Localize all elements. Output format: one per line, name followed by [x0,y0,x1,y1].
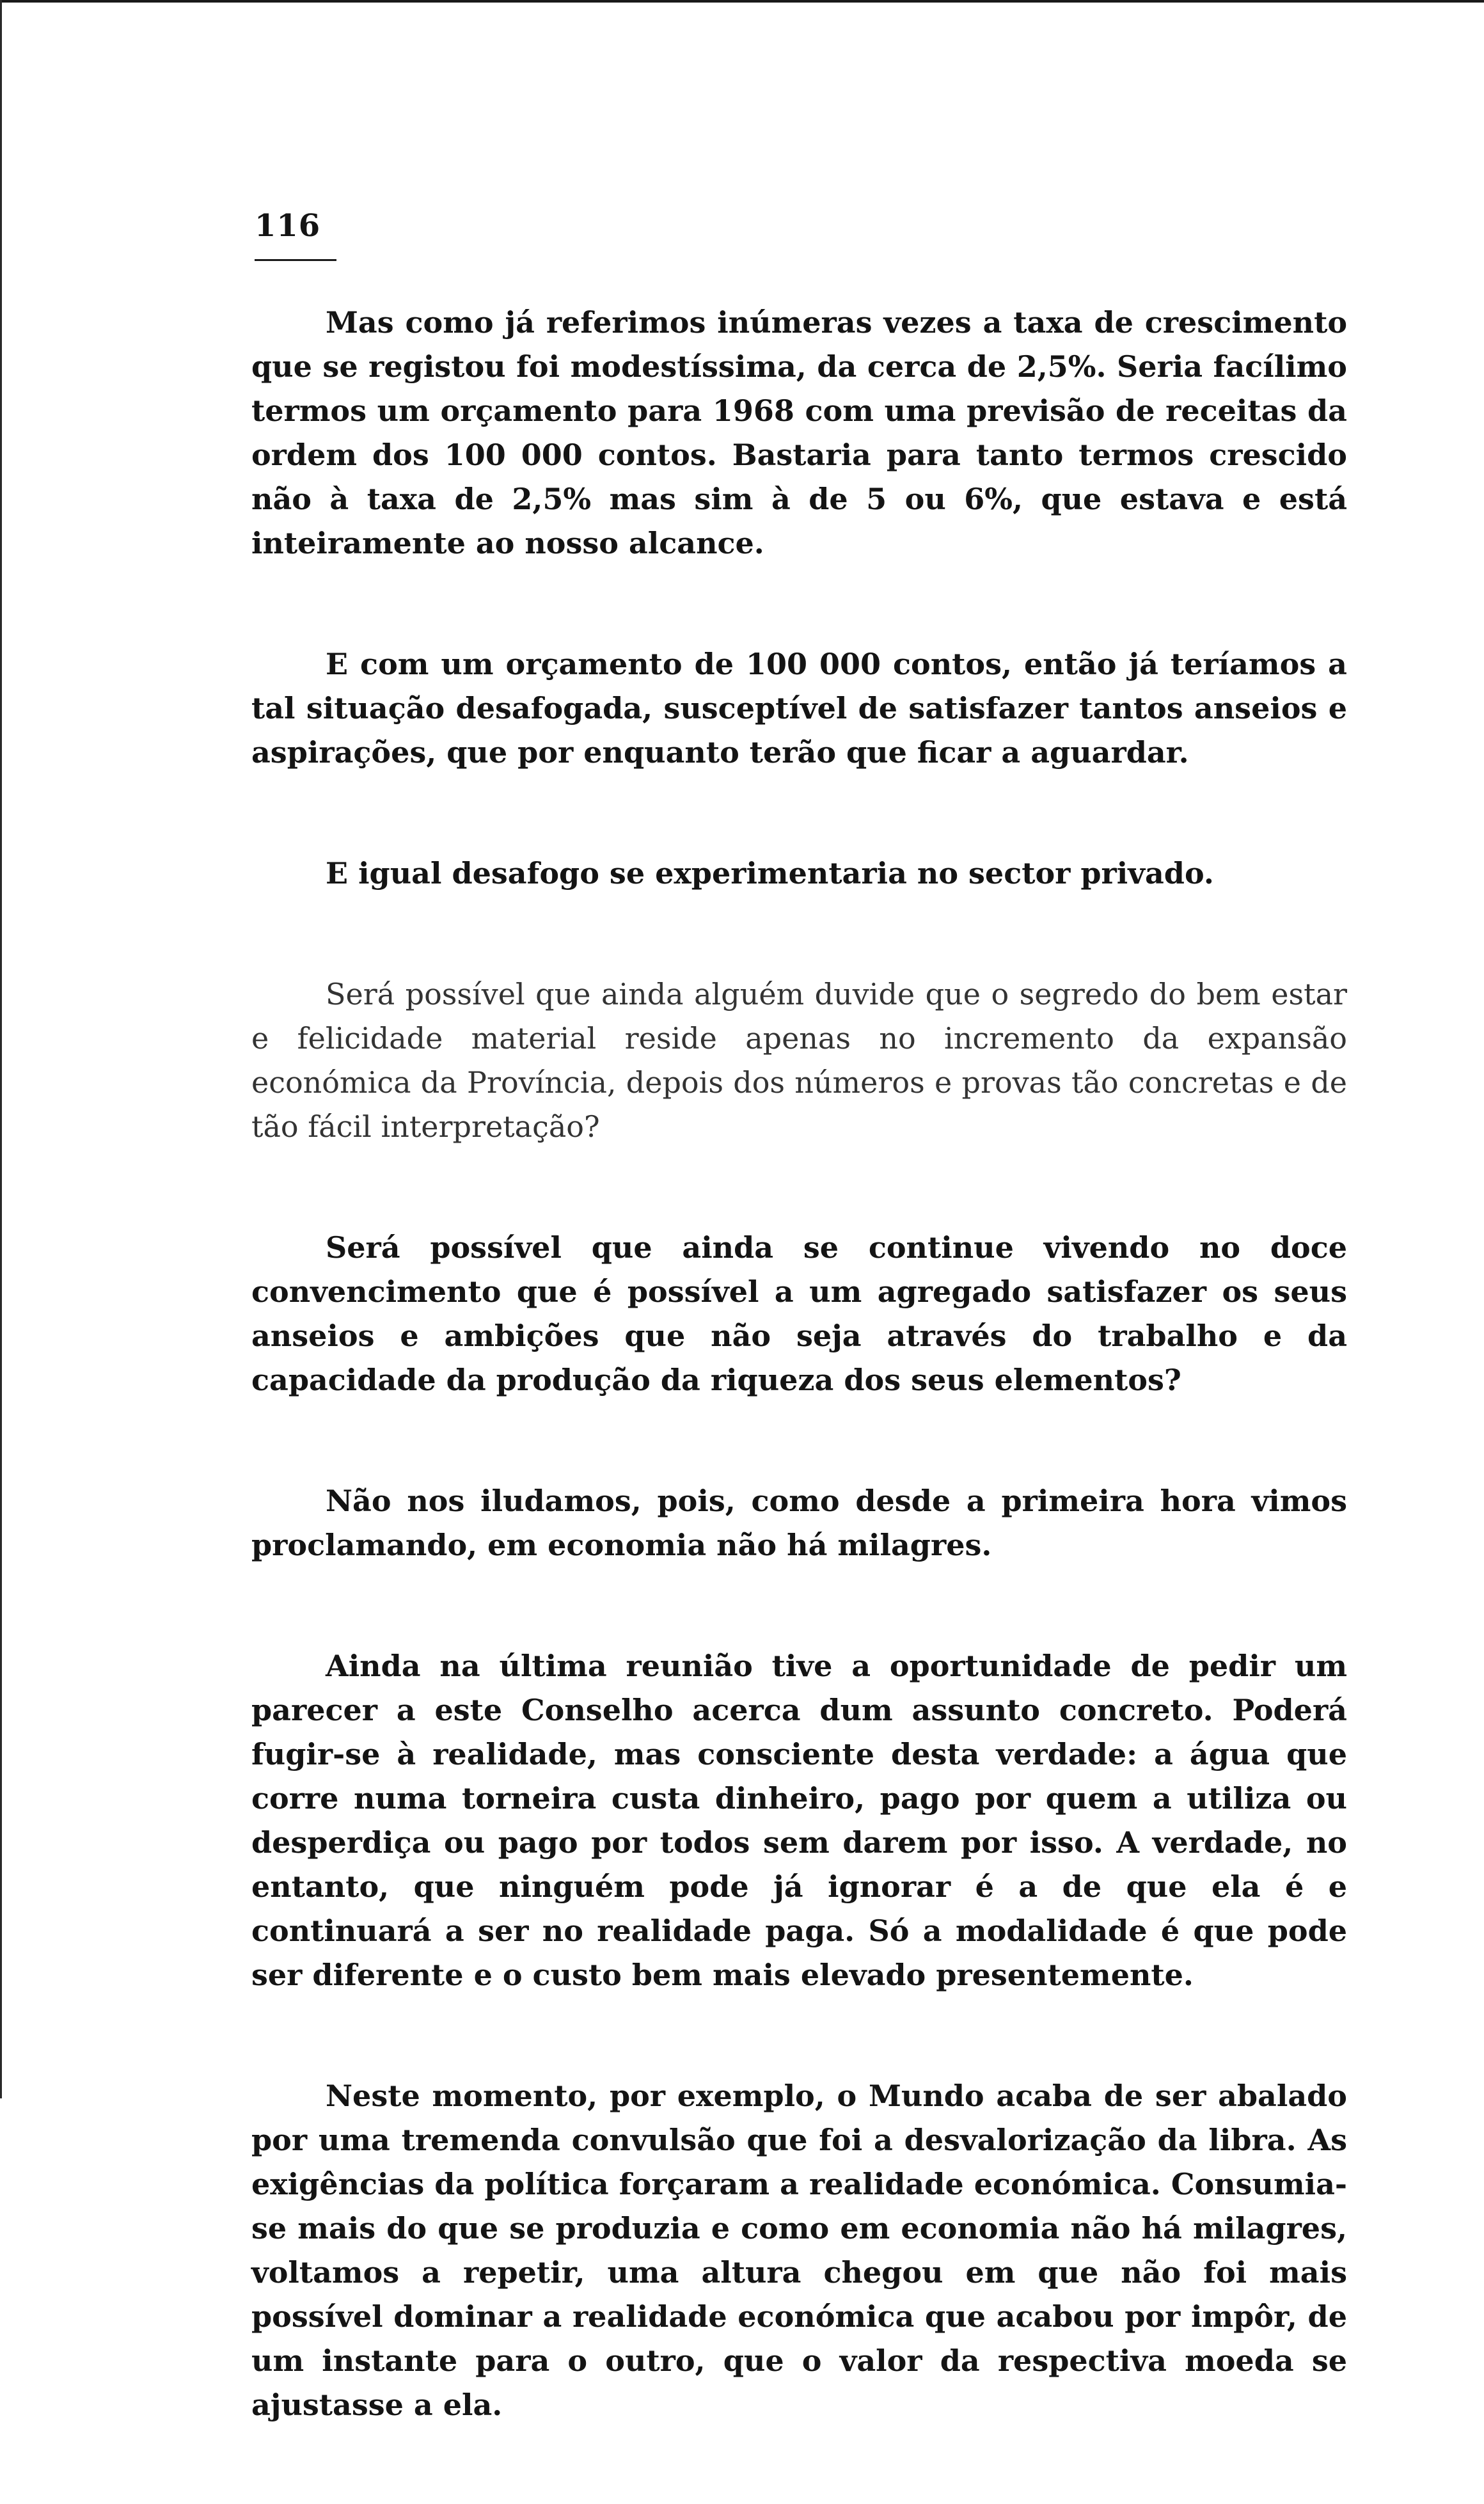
paragraph-private-sector: E igual desafogo se experimentaria no sector privado. [326,856,1214,891]
paragraph-water-cost: Ainda na última reunião tive a oportunidade de pedir um parecer a este Conselho acerca dum assunto concreto. Poderá fugir-se à realidade, mas consciente desta verdade: a água que corre numa torneira custa dinheiro, pago por quem a utiliza ou desperdiça ou pago por todos sem darem por isso. A verdade, no entanto, que ninguém pode já ignorar é a de que ela é e continuará a ser no realidade paga. Só a modalidade é que pode ser diferente e o custo bem mais elevado presentemente. [251,1649,1347,1992]
paragraph-budget: E com um orçamento de 100 000 contos, então já teríamos a tal situação desafogada, susceptível de satisfazer tantos anseios e aspirações, que por enquanto terão que ficar a aguardar. [251,647,1347,770]
body-text [251,301,1347,2504]
paragraph-pound-devaluation: Neste momento, por exemplo, o Mundo acaba de ser abalado por uma tremenda convulsão que foi a desvalorização da libra. As exigências da política forçaram a realidade económica. Consumia-se mais do que se produzia e como em economia não há milagres, voltamos a repetir, uma altura chegou em que não foi mais possível dominar a realidade económica que acabou por impôr, de um instante para o outro, que o valor da respectiva moeda se ajustasse a ela. [251,2079,1347,2422]
paragraph-growth-rate: Mas como já referimos inúmeras vezes a taxa de crescimento que se registou foi modestíssima, da cerca de 2,5%. Seria facílimo termos um orçamento para 1968 com uma previsão de receitas da ordem dos 100 000 contos. Bastaria para tanto termos crescido não à taxa de 2,5% mas sim à de 5 ou 6%, que estava e está inteiramente ao nosso alcance. [251,305,1347,560]
paragraph-economic-expansion: Será possível que ainda alguém duvide que o segredo do bem estar e felicidade material reside apenas no incremento da expansão económica da Província, depois dos números e provas tão concretas e de tão fácil interpretação? [251,977,1347,1144]
paragraph-work-capacity: Será possível que ainda se continue vivendo no doce convencimento que é possível a um agregado satisfazer os seus anseios e ambições que não seja através do trabalho e da capacidade da produção da riqueza dos seus elementos? [251,1230,1347,1397]
scan-edge-left [0,0,2,2098]
page-number: 116 [255,208,321,244]
page-number-underline [255,259,336,261]
scan-edge-top [0,0,1484,3]
paragraph-no-miracles: Não nos iludamos, pois, como desde a primeira hora vimos proclamando, em economia não há milagres. [251,1484,1347,1562]
